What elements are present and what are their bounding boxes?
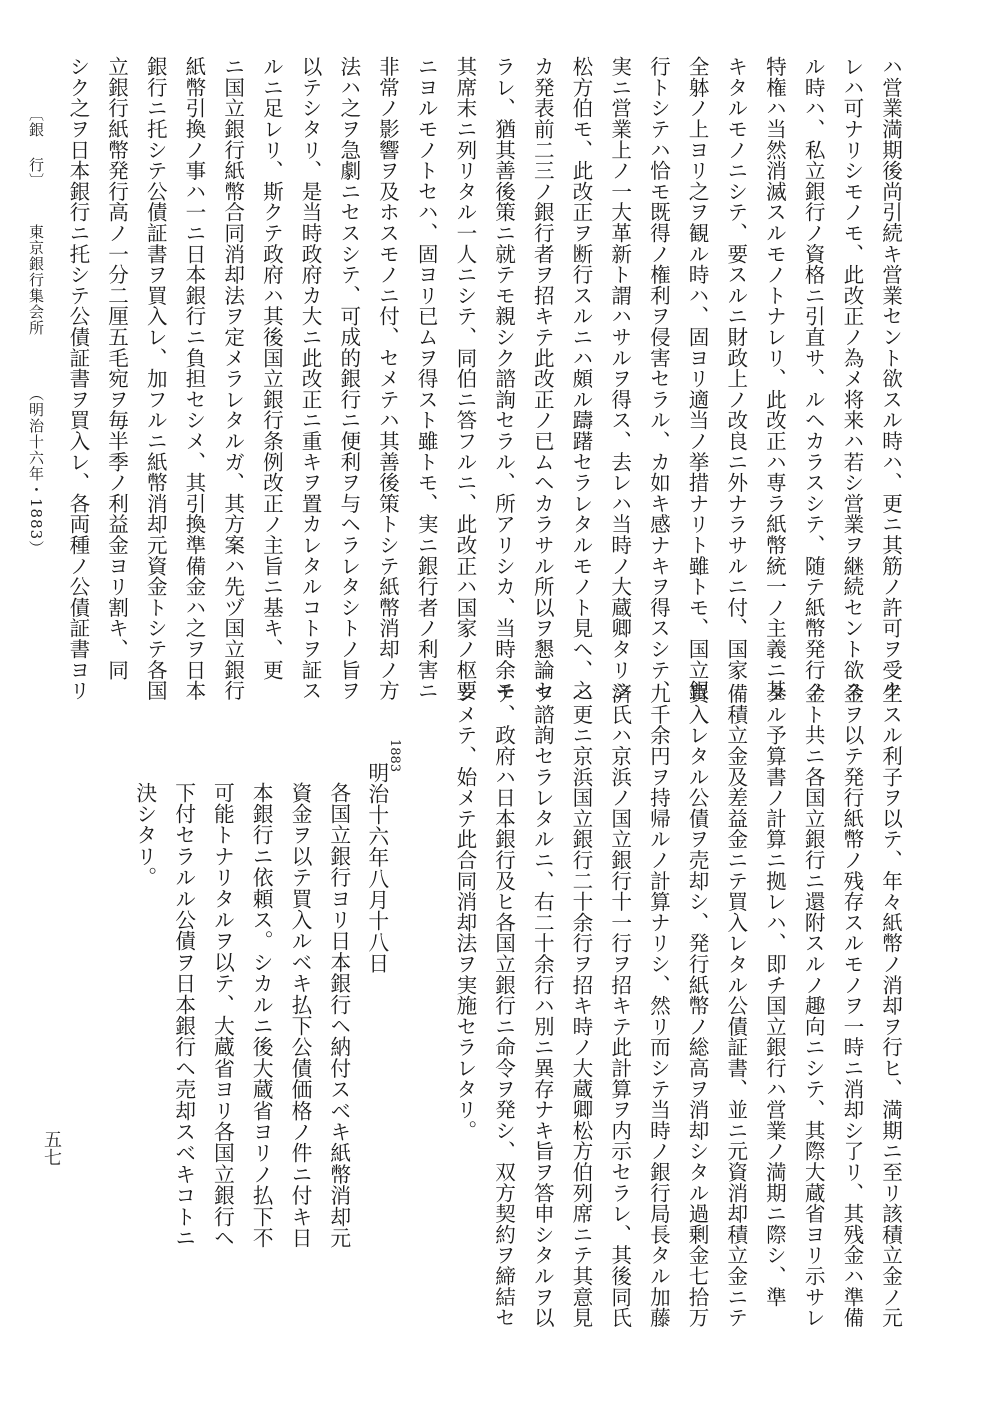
upper-column-19: 紙幣引換ノ事ハ一ニ日本銀行ニ負担セシメ、其引換準備金ハ之ヲ日本 — [181, 56, 206, 701]
document-body-column-3: 本銀行ニ依頼ス。シカルニ後大蔵省ヨリノ払下不 — [249, 782, 274, 1249]
lower-column-9: ハ更ニ京浜国立銀行二十余行ヲ招キ時ノ大蔵卿松方伯列席ニテ其意見 — [568, 683, 593, 1328]
upper-column-3: ル時ハ、私立銀行ノ資格ニ引直サ、ルヘカラスシテ、随テ紙幣発行ノ — [801, 56, 826, 701]
upper-column-14: 非常ノ影響ヲ及ホスモノニ付、セメテハ其善後策トシテ紙幣消却ノ方 — [375, 56, 400, 701]
lower-column-11: テ、政府ハ日本銀行及ヒ各国立銀行ニ命令ヲ発シ、双方契約ヲ締結セ — [491, 683, 516, 1328]
lower-column-7: 九千余円ヲ持帰ルノ計算ナリシ、然リ而シテ当時ノ銀行局長タル加藤 — [646, 683, 671, 1328]
lower-column-2: 金ヲ以テ発行紙幣ノ残存スルモノヲ一時ニ消却シ了リ、其残金ハ準備 — [839, 683, 864, 1328]
upper-column-9: 松方伯モ、此改正ヲ断行スルニハ頗ル躊躇セラレタルモノト見ヘ、之 — [568, 56, 593, 701]
upper-column-20: 銀行ニ托シテ公債証書ヲ買入レ、加フルニ紙幣消却元資金トシテ各国 — [143, 56, 168, 701]
lower-column-8: 済氏ハ京浜ノ国立銀行十一行ヲ招キテ此計算ヲ内示セラレ、其後同氏 — [607, 683, 632, 1328]
upper-column-15: 法ハ之ヲ急劇ニセスシテ、可成的銀行ニ便利ヲ与ヘラレタシトノ旨ヲ — [336, 56, 361, 701]
upper-column-12: 其席末ニ列リタル一人ニシテ、同伯ニ答フルニ、此改正ハ国家ノ枢要 — [452, 56, 477, 701]
document-body-column-6: 決シタリ。 — [132, 782, 157, 888]
upper-column-8: 実ニ営業上ノ一大革新ト謂ハサルヲ得ス、去レハ当時ノ大蔵卿タリシ — [607, 56, 632, 701]
caption-era: （明治十六年・1883） — [27, 386, 45, 557]
lower-column-10: ヲ諮詢セラレタルニ、右二十余行ハ別ニ異存ナキ旨ヲ答申シタルヲ以 — [530, 683, 555, 1328]
lower-column-6: 買入レタル公債ヲ売却シ、発行紙幣ノ総高ヲ消却シタル過剰金七拾万 — [685, 683, 710, 1328]
upper-column-6: 全躰ノ上ヨリ之ヲ観ル時ハ、固ヨリ適当ノ挙措ナリト雖トモ、国立銀 — [685, 56, 710, 701]
document-body-column-4: 可能トナリタルヲ以テ、大蔵省ヨリ各国立銀行ヘ — [210, 782, 235, 1249]
upper-column-7: 行トシテハ恰モ既得ノ権利ヲ侵害セラル、カ如キ感ナキヲ得スシテ、 — [646, 56, 671, 701]
upper-column-21: 立銀行紙幣発行高ノ一分二厘五毛宛ヲ毎半季ノ利益金ヨリ割キ、同 — [104, 56, 129, 680]
upper-column-2: レハ可ナリシモノモ、此改正ノ為メ将来ハ若シ営業ヲ継続セント欲ス — [839, 56, 864, 701]
document-body-column-1: 各国立銀行ヨリ日本銀行ヘ納付スベキ紙幣消却元 — [326, 782, 351, 1249]
lower-column-5: 備積立金及差益金ニテ買入レタル公債証書、並ニ元資消却積立金ニテ — [723, 683, 748, 1328]
lower-column-3: 金ト共ニ各国立銀行ニ還附スルノ趣向ニシテ、其際大蔵省ヨリ示サレ — [801, 683, 826, 1328]
upper-column-1: ハ営業満期後尚引続キ営業セント欲スル時ハ、更ニ其筋ノ許可ヲ受ク — [878, 56, 903, 701]
upper-column-5: キタルモノニシテ、要スルニ財政上ノ改良ニ外ナラサルニ付、国家 — [723, 56, 748, 680]
upper-column-13: ニヨルモノトセハ、固ヨリ已ムヲ得スト雖トモ、実ニ銀行者ノ利害ニ — [414, 56, 439, 701]
lower-column-4: タル予算書ノ計算ニ拠レハ、即チ国立銀行ハ営業ノ満期ニ際シ、準 — [762, 683, 787, 1307]
document-body-column-5: 下付セラルル公債ヲ日本銀行ヘ売却スベキコトニ — [171, 782, 196, 1249]
document-year: 1883 — [387, 739, 402, 773]
upper-column-4: 特権ハ当然消滅スルモノトナレリ、此改正ハ専ラ紙幣統一ノ主義ニ基 — [762, 56, 787, 701]
upper-column-17: ルニ足レリ、斯クテ政府ハ其後国立銀行条例改正ノ主旨ニ基キ、更 — [259, 56, 284, 680]
upper-column-16: 以テシタリ、是当時政府カ大ニ此改正ニ重キヲ置カレタルコトヲ証ス — [298, 56, 323, 701]
document-body-column-2: 資金ヲ以テ買入ルベキ払下公債価格ノ件ニ付キ日 — [287, 782, 312, 1249]
upper-column-18: ニ国立銀行紙幣合同消却法ヲ定メラレタルガ、其方案ハ先ヅ国立銀行 — [220, 56, 245, 701]
caption-category: 〔銀 行〕 — [27, 106, 45, 189]
upper-column-10: カ発表前二三ノ銀行者ヲ招キテ此改正ノ已ムヘカラサル所以ヲ懇論セ — [530, 56, 555, 701]
caption-author: 東京銀行集会所 — [27, 224, 45, 336]
lower-column-1: 生スル利子ヲ以テ、年々紙幣ノ消却ヲ行ヒ、満期ニ至リ該積立金ノ元 — [878, 683, 903, 1328]
page-number: 五七 — [41, 1130, 62, 1166]
upper-column-22: シク之ヲ日本銀行ニ托シテ公債証書ヲ買入レ、各両種ノ公債証書ヨリ — [65, 56, 90, 701]
lower-column-12: シメテ、始メテ此合同消却法ヲ実施セラレタリ。 — [452, 683, 477, 1141]
document-date: 明治十六年八月十八日 — [364, 762, 389, 974]
upper-column-11: ラレ、猶其善後策ニ就テモ親シク諮詢セラル、所アリシカ、当時余モ — [491, 56, 516, 701]
